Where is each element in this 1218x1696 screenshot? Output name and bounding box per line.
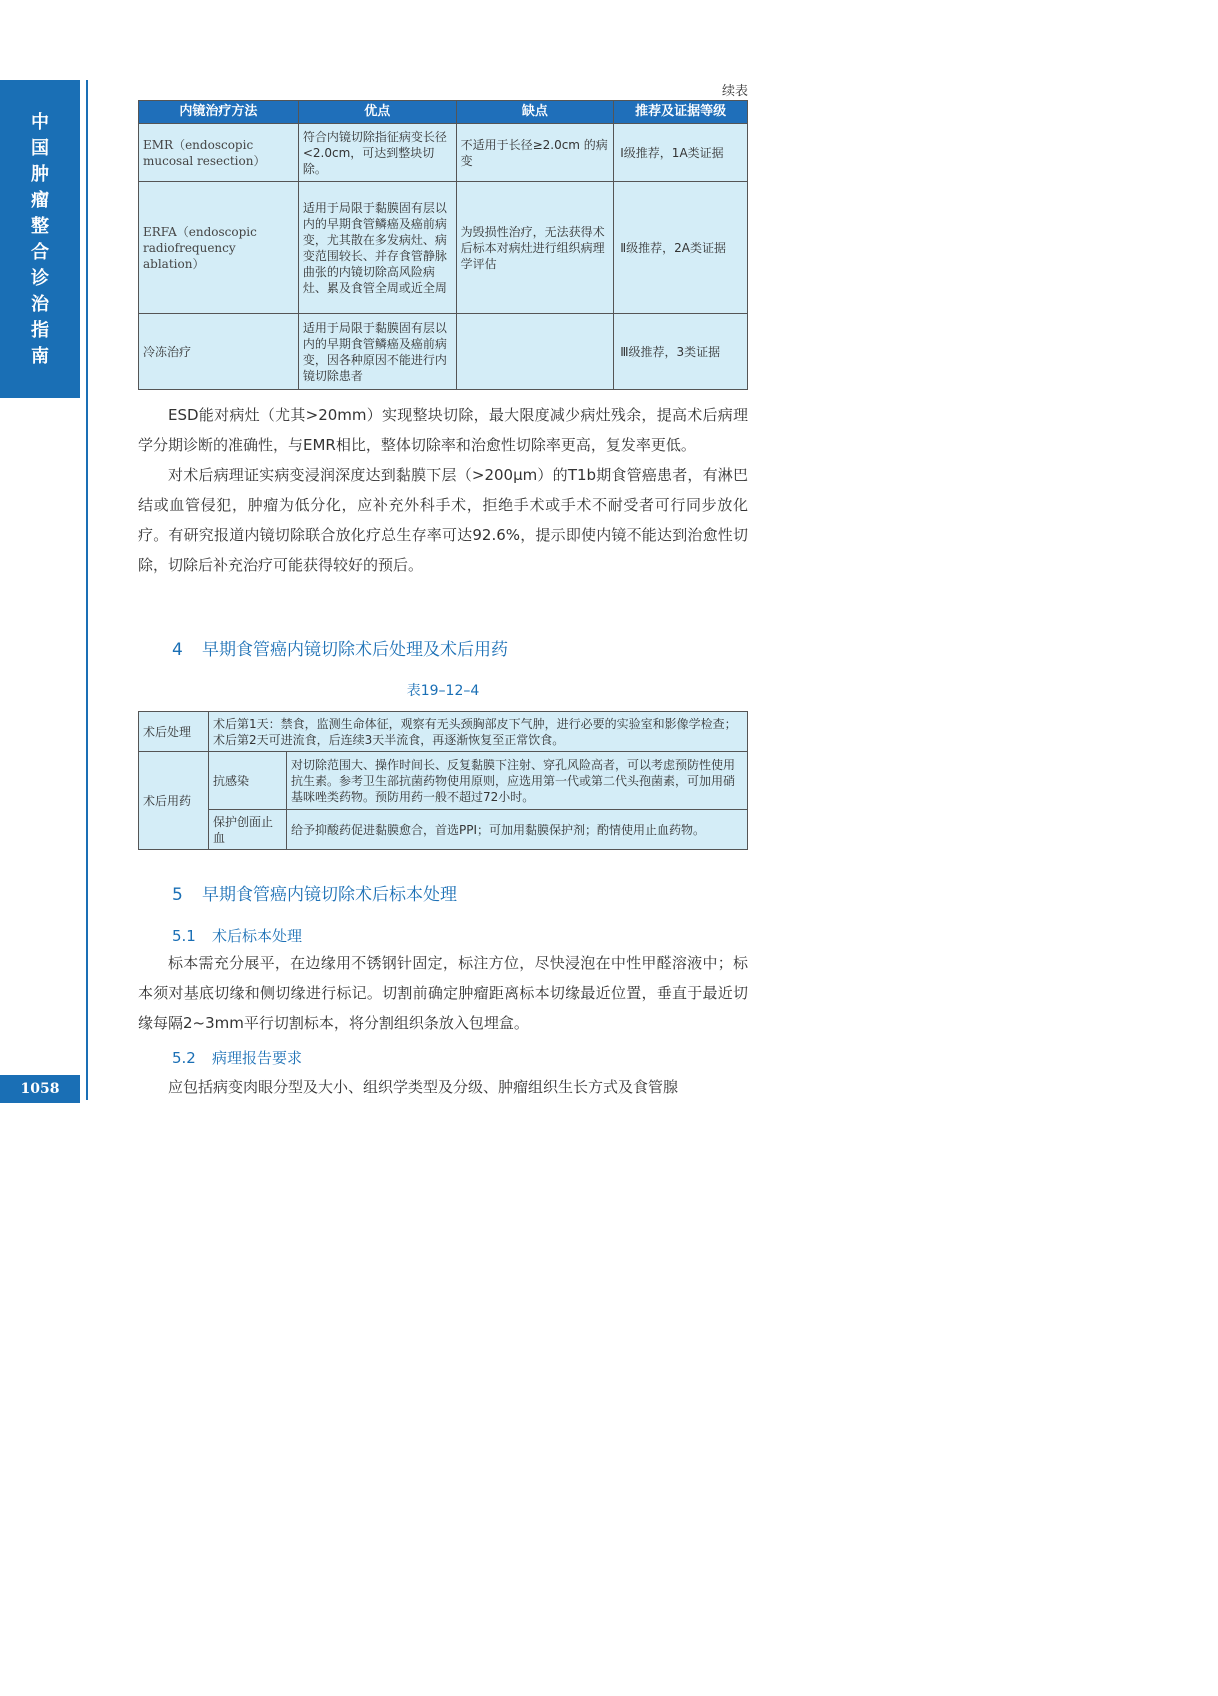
pros-cell: 适用于局限于黏膜固有层以内的早期食管鳞癌及癌前病变，尤其散在多发病灶、病变范围较长、并存食管静脉曲张的内镜切除高风险病灶、累及食管全周或近全周 bbox=[298, 182, 456, 314]
section-title: 早期食管癌内镜切除术后标本处理 bbox=[202, 885, 457, 905]
pros-cell: 适用于局限于黏膜固有层以内的早期食管鳞癌及癌前病变，因各种原因不能进行内镜切除患者 bbox=[298, 314, 456, 390]
section-heading bbox=[172, 880, 457, 905]
table-caption: 表19–12–4 bbox=[406, 683, 480, 699]
title-char: 整 bbox=[31, 216, 49, 237]
method-cell: ERFA（endoscopic radiofrequency ablation） bbox=[139, 182, 299, 314]
title-char: 肿 bbox=[31, 164, 49, 185]
table-row bbox=[139, 314, 748, 390]
column-header: 优点 bbox=[298, 101, 456, 124]
subsection-heading bbox=[172, 1047, 302, 1068]
subsection-title: 病理报告要求 bbox=[212, 1049, 303, 1067]
body-text bbox=[138, 948, 748, 1038]
column-header: 缺点 bbox=[456, 101, 614, 124]
table-row bbox=[139, 712, 748, 752]
paragraph: 标本需充分展平，在边缘用不锈钢针固定，标注方位，尽快浸泡在中性甲醛溶液中；标本须对基底切缘和侧切缘进行标记。切割前确定肿瘤距离标本切缘最近位置，垂直于最近切缘每隔2~3mm平行切割标本，将分割组织条放入包埋盒。 bbox=[138, 954, 748, 1032]
row-text: 术后第1天：禁食，监测生命体征，观察有无头颈胸部皮下气肿，进行必要的实验室和影像学检查；术后第2天可进流食，后连续3天半流食，再逐渐恢复至正常饮食。 bbox=[209, 712, 748, 752]
subsection-number: 5.2 bbox=[172, 1049, 196, 1067]
grade-cell: Ⅲ级推荐，3类证据 bbox=[614, 314, 748, 390]
paragraph: 应包括病变肉眼分型及大小、组织学类型及分级、肿瘤组织生长方式及食管腺 bbox=[168, 1078, 679, 1096]
title-char: 合 bbox=[31, 242, 49, 263]
margin-rule bbox=[86, 80, 88, 1100]
table-header-row bbox=[139, 101, 748, 124]
section-number: 5 bbox=[172, 885, 183, 905]
title-char: 南 bbox=[31, 346, 49, 367]
title-char: 国 bbox=[31, 138, 49, 159]
book-title-vertical bbox=[0, 110, 80, 370]
table-row bbox=[139, 752, 748, 810]
page-number: 1058 bbox=[0, 1075, 80, 1103]
cons-cell bbox=[456, 314, 614, 390]
row-label: 术后用药 bbox=[139, 752, 209, 850]
table-row bbox=[139, 182, 748, 314]
cons-cell: 不适用于长径≥2.0cm 的病变 bbox=[456, 124, 614, 182]
treatment-methods-table bbox=[138, 100, 748, 390]
row-text: 给予抑酸药促进黏膜愈合，首选PPI；可加用黏膜保护剂；酌情使用止血药物。 bbox=[287, 810, 748, 850]
title-char: 诊 bbox=[31, 268, 49, 289]
subsection-heading bbox=[172, 925, 302, 946]
column-header: 推荐及证据等级 bbox=[614, 101, 748, 124]
paragraph: 对术后病理证实病变浸润深度达到黏膜下层（>200μm）的T1b期食管癌患者，有淋巴结或血管侵犯，肿瘤为低分化，应补充外科手术，拒绝手术或手术不耐受者可行同步放化疗。有研究报道内镜切除联合放化疗总生存率可达92.6%，提示即使内镜不能达到治愈性切除，切除后补充治疗可能获得较好的预后。 bbox=[138, 466, 748, 574]
method-cell: 冷冻治疗 bbox=[139, 314, 299, 390]
continued-label: 续表 bbox=[721, 84, 748, 99]
title-char: 中 bbox=[31, 112, 49, 133]
title-char: 瘤 bbox=[31, 190, 49, 211]
body-text bbox=[138, 1072, 748, 1102]
pros-cell: 符合内镜切除指征病变长径<2.0cm，可达到整块切除。 bbox=[298, 124, 456, 182]
table-row bbox=[139, 124, 748, 182]
subsection-title: 术后标本处理 bbox=[212, 927, 303, 945]
row-label: 术后处理 bbox=[139, 712, 209, 752]
method-cell: EMR（endoscopic mucosal resection） bbox=[139, 124, 299, 182]
section-heading bbox=[172, 635, 508, 660]
postop-table bbox=[138, 711, 748, 850]
subsection-number: 5.1 bbox=[172, 927, 196, 945]
grade-cell: Ⅱ级推荐，2A类证据 bbox=[614, 182, 748, 314]
column-header: 内镜治疗方法 bbox=[139, 101, 299, 124]
sub-label: 保护创面止血 bbox=[209, 810, 287, 850]
grade-cell: Ⅰ级推荐，1A类证据 bbox=[614, 124, 748, 182]
sub-label: 抗感染 bbox=[209, 752, 287, 810]
cons-cell: 为毁损性治疗，无法获得术后标本对病灶进行组织病理学评估 bbox=[456, 182, 614, 314]
title-char: 治 bbox=[31, 294, 49, 315]
section-number: 4 bbox=[172, 640, 183, 660]
row-text: 对切除范围大、操作时间长、反复黏膜下注射、穿孔风险高者，可以考虑预防性使用抗生素。参考卫生部抗菌药物使用原则，应选用第一代或第二代头孢菌素，可加用硝基咪唑类药物。预防用药一般不超过72小时。 bbox=[287, 752, 748, 810]
paragraph: ESD能对病灶（尤其>20mm）实现整块切除，最大限度减少病灶残余，提高术后病理学分期诊断的准确性，与EMR相比，整体切除率和治愈性切除率更高，复发率更低。 bbox=[138, 406, 748, 454]
body-text bbox=[138, 400, 748, 580]
title-char: 指 bbox=[31, 320, 49, 341]
table-row bbox=[139, 810, 748, 850]
section-title: 早期食管癌内镜切除术后处理及术后用药 bbox=[202, 640, 508, 660]
